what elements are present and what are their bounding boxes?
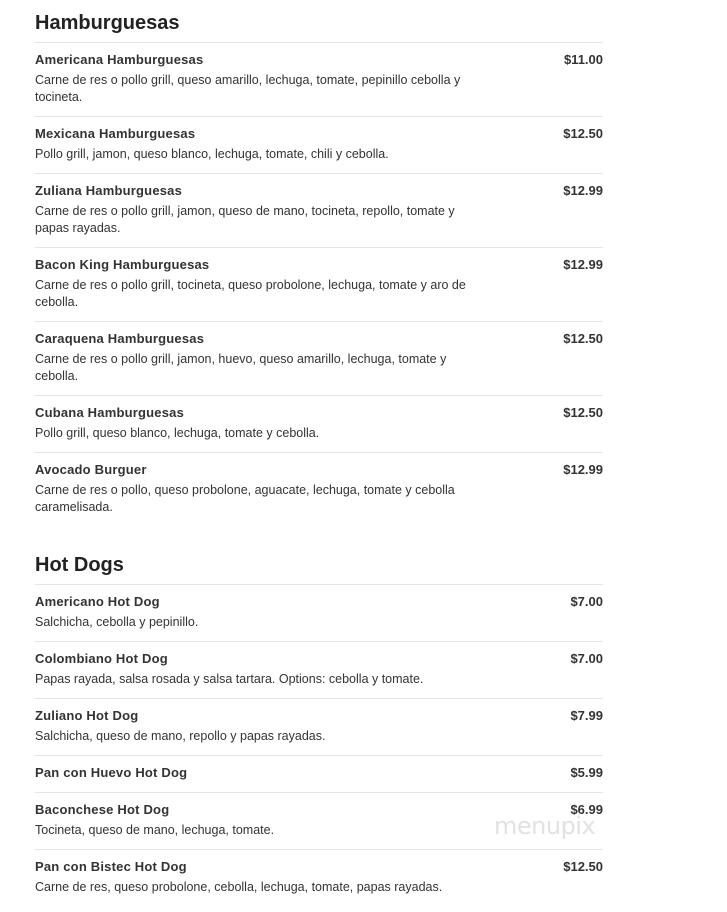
item-name: Caraquena Hamburguesas bbox=[35, 331, 205, 346]
menu-item bbox=[35, 321, 603, 395]
item-description: Papas rayada, salsa rosada y salsa tartara. Options: cebolla y tomate. bbox=[35, 672, 424, 686]
item-price: $12.50 bbox=[563, 126, 603, 141]
item-name: Bacon King Hamburguesas bbox=[35, 257, 210, 272]
item-price: $7.00 bbox=[570, 651, 603, 666]
item-description: Carne de res o pollo grill, jamon, huevo, queso amarillo, lechuga, tomate y cebolla. bbox=[35, 352, 447, 383]
menu-item bbox=[35, 42, 603, 116]
section-title: Hamburguesas bbox=[35, 12, 180, 34]
menu-item bbox=[35, 698, 603, 755]
item-price: $7.99 bbox=[570, 708, 603, 723]
item-price: $12.50 bbox=[563, 405, 603, 420]
item-name: Pan con Bistec Hot Dog bbox=[35, 859, 187, 874]
item-name: Mexicana Hamburguesas bbox=[35, 126, 196, 141]
menu bbox=[35, 0, 603, 906]
item-description: Pollo grill, jamon, queso blanco, lechuga, tomate, chili y cebolla. bbox=[35, 147, 389, 161]
menu-item bbox=[35, 395, 603, 452]
item-name: Cubana Hamburguesas bbox=[35, 405, 185, 420]
menupix-watermark: menupix bbox=[494, 812, 596, 840]
item-price: $6.99 bbox=[570, 802, 603, 817]
item-name: Avocado Burguer bbox=[35, 462, 147, 477]
item-price: $12.99 bbox=[563, 183, 603, 198]
menu-item bbox=[35, 247, 603, 321]
menu-item bbox=[35, 173, 603, 247]
item-name: Pan con Huevo Hot Dog bbox=[35, 765, 188, 780]
item-description: Carne de res o pollo grill, queso amarillo, lechuga, tomate, pepinillo cebolla y tocineta. bbox=[35, 73, 461, 104]
item-description: Carne de res o pollo grill, jamon, queso de mano, tocineta, repollo, tomate y papas rayadas. bbox=[35, 204, 455, 235]
item-price: $12.99 bbox=[563, 462, 603, 477]
item-price: $12.50 bbox=[563, 859, 603, 874]
menu-item bbox=[35, 584, 603, 641]
item-price: $11.00 bbox=[563, 52, 603, 67]
item-price: $12.99 bbox=[563, 257, 603, 272]
item-name: Zuliano Hot Dog bbox=[35, 708, 139, 723]
item-name: Colombiano Hot Dog bbox=[35, 651, 168, 666]
item-name: Americana Hamburguesas bbox=[35, 52, 204, 67]
menu-item bbox=[35, 849, 603, 906]
item-description: Carne de res o pollo grill, tocineta, queso probolone, lechuga, tomate y aro de cebolla. bbox=[35, 278, 466, 309]
item-description: Pollo grill, queso blanco, lechuga, tomate y cebolla. bbox=[35, 426, 320, 440]
item-description: Tocineta, queso de mano, lechuga, tomate. bbox=[35, 823, 275, 837]
item-description: Salchicha, cebolla y pepinillo. bbox=[35, 615, 199, 629]
item-price: $12.50 bbox=[563, 331, 603, 346]
item-description: Carne de res o pollo, queso probolone, aguacate, lechuga, tomate y cebolla caramelisada. bbox=[35, 483, 455, 514]
item-name: Americano Hot Dog bbox=[35, 594, 160, 609]
item-description: Carne de res, queso probolone, cebolla, lechuga, tomate, papas rayadas. bbox=[35, 880, 443, 894]
item-name: Baconchese Hot Dog bbox=[35, 802, 170, 817]
menu-item bbox=[35, 641, 603, 698]
menu-item bbox=[35, 755, 603, 792]
item-price: $5.99 bbox=[570, 765, 603, 780]
menu-item bbox=[35, 452, 603, 526]
item-name: Zuliana Hamburguesas bbox=[35, 183, 183, 198]
menu-item bbox=[35, 116, 603, 173]
item-price: $7.00 bbox=[570, 594, 603, 609]
section-title: Hot Dogs bbox=[35, 554, 124, 576]
item-description: Salchicha, queso de mano, repollo y papas rayadas. bbox=[35, 729, 326, 743]
